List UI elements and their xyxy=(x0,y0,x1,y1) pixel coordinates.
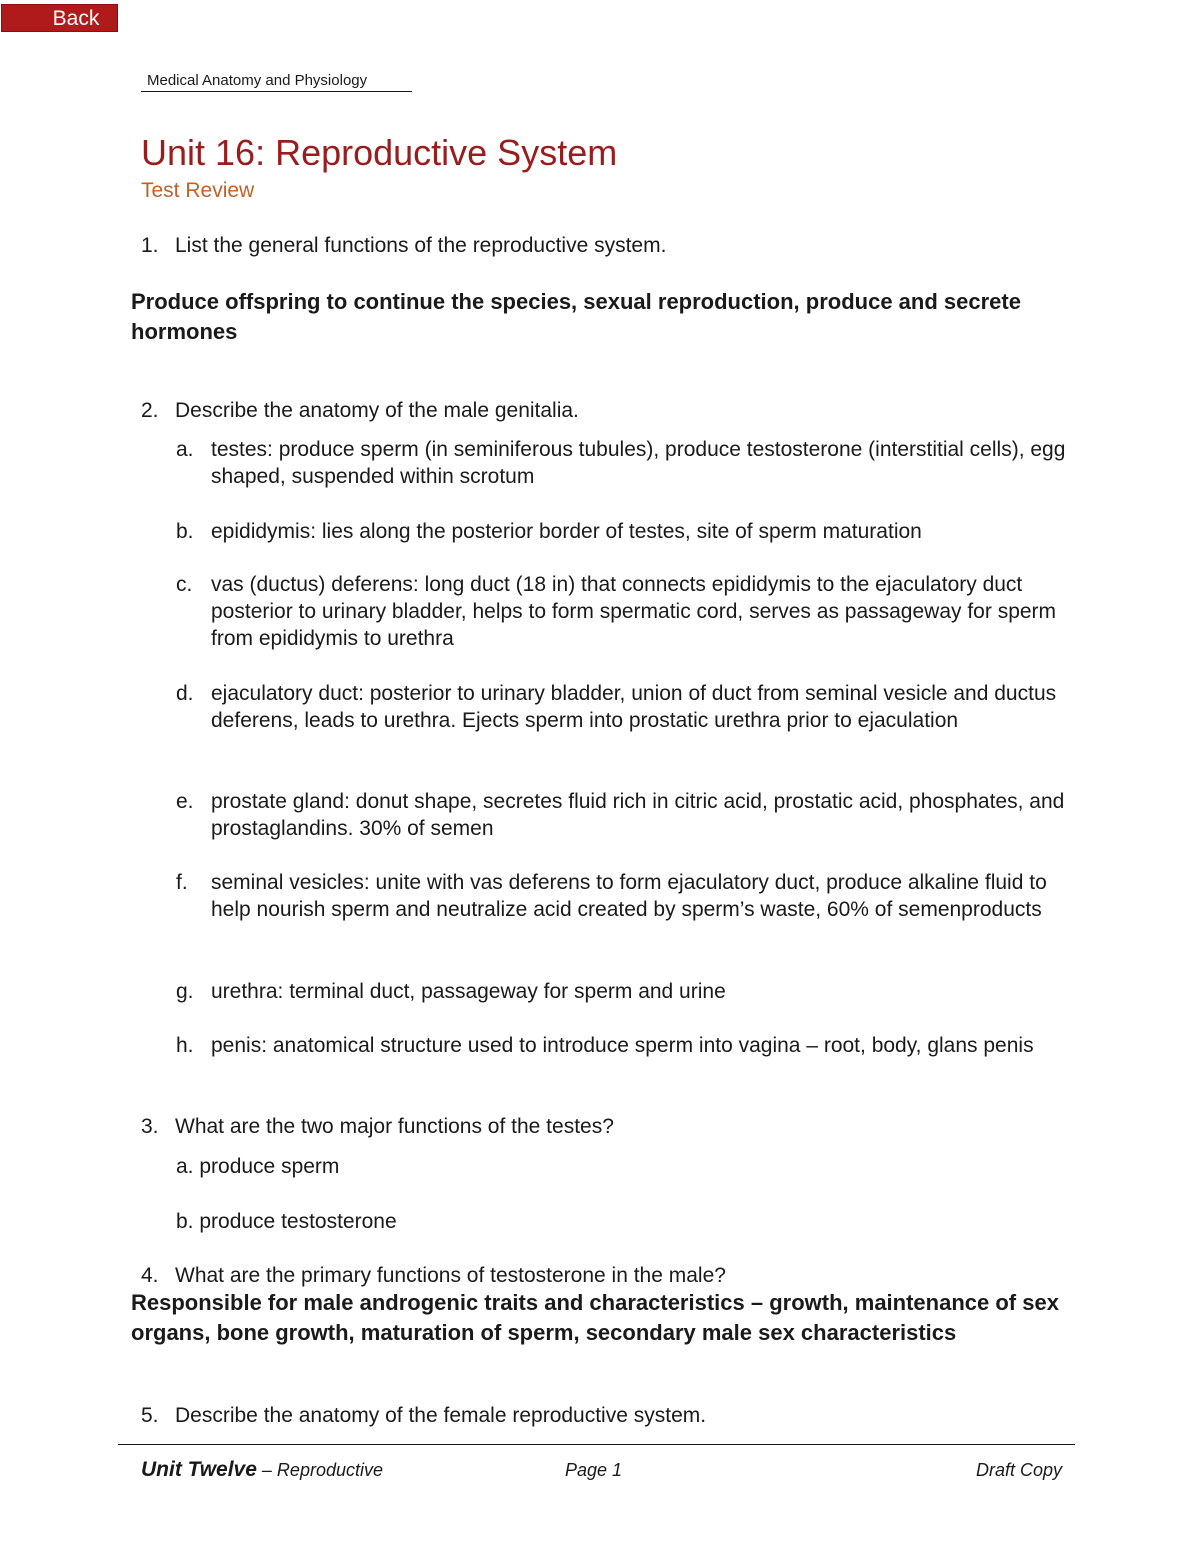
question-number: 3. xyxy=(141,1115,159,1138)
question-5 xyxy=(141,1402,706,1429)
list-item xyxy=(176,978,1076,1005)
question-2 xyxy=(141,397,579,424)
list-letter: g. xyxy=(176,980,194,1003)
list-item xyxy=(176,1032,1076,1059)
page-subtitle: Test Review xyxy=(141,179,255,202)
question-number: 2. xyxy=(141,399,159,422)
list-letter: c. xyxy=(176,573,193,596)
answer-3a: a. produce sperm xyxy=(176,1155,340,1178)
list-text: urethra: terminal duct, passageway for sperm and urine xyxy=(211,980,726,1003)
answer-1: Produce offspring to continue the species, sexual reproduction, produce and secrete hormones xyxy=(131,289,1021,344)
list-text: prostate gland: donut shape, secretes fluid rich in citric acid, prostatic acid, phosphates, and prostaglandins. 30% of semen xyxy=(211,790,1065,840)
footer-divider xyxy=(118,1444,1075,1445)
list-letter: d. xyxy=(176,682,194,705)
list-text: seminal vesicles: unite with vas deferens to form ejaculatory duct, produce alkaline fluid to help nourish sperm and neutralize acid created by sperm’s waste, 60% of semenproducts xyxy=(211,871,1047,921)
footer-unit-name: Unit Twelve xyxy=(141,1458,257,1481)
list-item xyxy=(176,680,1076,734)
question-text: List the general functions of the reproductive system. xyxy=(175,234,667,257)
list-text: ejaculatory duct: posterior to urinary bladder, union of duct from seminal vesicle and ductus deferens, leads to urethra. Ejects sperm into prostatic urethra prior to ejaculation xyxy=(211,682,1057,732)
question-text: What are the primary functions of testosterone in the male? xyxy=(175,1264,726,1287)
list-letter: b. xyxy=(176,520,194,543)
page-title: Unit 16: Reproductive System xyxy=(141,132,618,173)
answer-4: Responsible for male androgenic traits and characteristics – growth, maintenance of sex organs, bone growth, maturation of sperm, secondary male sex characteristics xyxy=(131,1290,1059,1345)
question-text: Describe the anatomy of the male genitalia. xyxy=(175,399,579,422)
footer-unit xyxy=(141,1458,383,1482)
footer-page-number: Page 1 xyxy=(565,1460,623,1480)
list-text: vas (ductus) deferens: long duct (18 in) that connects epididymis to the ejaculatory duct posterior to urinary bladder, helps to form spermatic cord, serves as passageway for sperm from epididymis to urethra xyxy=(211,573,1057,650)
list-item xyxy=(176,436,1076,490)
question-4 xyxy=(141,1262,726,1289)
list-text: epididymis: lies along the posterior border of testes, site of sperm maturation xyxy=(211,520,922,543)
list-letter: f. xyxy=(176,871,188,894)
list-text: testes: produce sperm (in seminiferous tubules), produce testosterone (interstitial cells), egg shaped, suspended within scrotum xyxy=(211,438,1066,488)
list-letter: e. xyxy=(176,790,194,813)
question-number: 1. xyxy=(141,234,159,257)
question-number: 5. xyxy=(141,1404,159,1427)
answer-3b: b. produce testosterone xyxy=(176,1210,397,1233)
question-text: Describe the anatomy of the female reproductive system. xyxy=(175,1404,707,1427)
footer-unit-suffix: – Reproductive xyxy=(256,1460,383,1480)
question-text: What are the two major functions of the testes? xyxy=(175,1115,614,1138)
list-item xyxy=(176,571,1076,652)
list-text: penis: anatomical structure used to introduce sperm into vagina – root, body, glans penis xyxy=(211,1034,1034,1057)
list-item xyxy=(176,518,1076,545)
question-number: 4. xyxy=(141,1264,159,1287)
back-button[interactable]: Back xyxy=(1,4,118,32)
course-name: Medical Anatomy and Physiology xyxy=(141,72,412,92)
list-item xyxy=(176,788,1076,842)
question-1 xyxy=(141,232,666,259)
list-item xyxy=(176,869,1076,923)
list-letter: a. xyxy=(176,438,194,461)
footer-draft-label: Draft Copy xyxy=(976,1460,1063,1480)
question-3 xyxy=(141,1113,614,1140)
list-letter: h. xyxy=(176,1034,194,1057)
